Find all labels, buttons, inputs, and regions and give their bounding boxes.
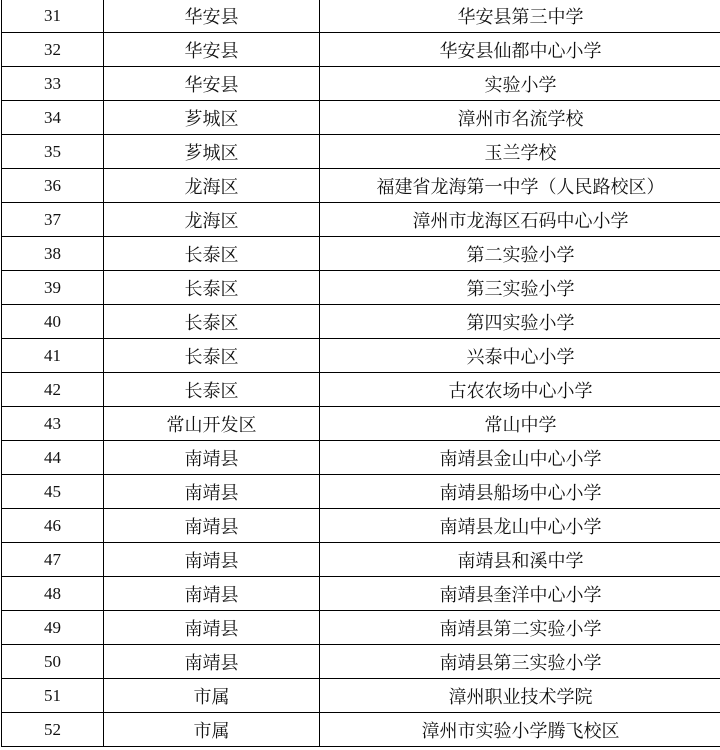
school-name-cell: 第四实验小学 xyxy=(320,305,720,339)
table-row xyxy=(2,203,720,237)
school-name-cell: 南靖县第三实验小学 xyxy=(320,645,720,679)
school-name-cell: 华安县仙都中心小学 xyxy=(320,33,720,67)
district-cell: 华安县 xyxy=(104,67,320,101)
row-number-cell: 49 xyxy=(2,611,104,645)
row-number-cell: 52 xyxy=(2,713,104,747)
district-cell: 市属 xyxy=(104,713,320,747)
school-name-cell: 漳州市名流学校 xyxy=(320,101,720,135)
row-number-cell: 46 xyxy=(2,509,104,543)
row-number-cell: 51 xyxy=(2,679,104,713)
school-name-cell: 玉兰学校 xyxy=(320,135,720,169)
table-row xyxy=(2,475,720,509)
table-row xyxy=(2,577,720,611)
district-cell: 南靖县 xyxy=(104,577,320,611)
row-number-cell: 45 xyxy=(2,475,104,509)
district-cell: 南靖县 xyxy=(104,645,320,679)
school-name-cell: 实验小学 xyxy=(320,67,720,101)
table-row xyxy=(2,101,720,135)
district-cell: 长泰区 xyxy=(104,339,320,373)
district-cell: 长泰区 xyxy=(104,237,320,271)
table-row xyxy=(2,339,720,373)
row-number-cell: 36 xyxy=(2,169,104,203)
district-cell: 南靖县 xyxy=(104,441,320,475)
table-row xyxy=(2,679,720,713)
district-cell: 龙海区 xyxy=(104,203,320,237)
table-row xyxy=(2,373,720,407)
district-cell: 长泰区 xyxy=(104,271,320,305)
row-number-cell: 38 xyxy=(2,237,104,271)
row-number-cell: 43 xyxy=(2,407,104,441)
table-row xyxy=(2,407,720,441)
row-number-cell: 32 xyxy=(2,33,104,67)
row-number-cell: 33 xyxy=(2,67,104,101)
row-number-cell: 44 xyxy=(2,441,104,475)
table-row xyxy=(2,271,720,305)
school-name-cell: 福建省龙海第一中学（人民路校区） xyxy=(320,169,720,203)
district-cell: 常山开发区 xyxy=(104,407,320,441)
school-name-cell: 漳州市龙海区石码中心小学 xyxy=(320,203,720,237)
school-name-cell: 南靖县龙山中心小学 xyxy=(320,509,720,543)
school-name-cell: 第二实验小学 xyxy=(320,237,720,271)
district-cell: 华安县 xyxy=(104,33,320,67)
row-number-cell: 37 xyxy=(2,203,104,237)
row-number-cell: 39 xyxy=(2,271,104,305)
table-row xyxy=(2,305,720,339)
district-cell: 芗城区 xyxy=(104,101,320,135)
school-name-cell: 常山中学 xyxy=(320,407,720,441)
row-number-cell: 50 xyxy=(2,645,104,679)
table-row xyxy=(2,509,720,543)
district-cell: 长泰区 xyxy=(104,373,320,407)
school-name-cell: 第三实验小学 xyxy=(320,271,720,305)
school-name-cell: 华安县第三中学 xyxy=(320,0,720,33)
school-name-cell: 兴泰中心小学 xyxy=(320,339,720,373)
table-row xyxy=(2,237,720,271)
table-row xyxy=(2,713,720,747)
school-list-table xyxy=(1,0,720,747)
table-row xyxy=(2,611,720,645)
table-row xyxy=(2,33,720,67)
district-cell: 南靖县 xyxy=(104,611,320,645)
school-name-cell: 南靖县和溪中学 xyxy=(320,543,720,577)
table-row xyxy=(2,169,720,203)
school-name-cell: 漳州职业技术学院 xyxy=(320,679,720,713)
table-row xyxy=(2,645,720,679)
school-name-cell: 南靖县金山中心小学 xyxy=(320,441,720,475)
row-number-cell: 48 xyxy=(2,577,104,611)
table-row xyxy=(2,543,720,577)
school-name-cell: 漳州市实验小学腾飞校区 xyxy=(320,713,720,747)
district-cell: 龙海区 xyxy=(104,169,320,203)
school-name-cell: 南靖县第二实验小学 xyxy=(320,611,720,645)
row-number-cell: 47 xyxy=(2,543,104,577)
table-row xyxy=(2,0,720,33)
school-name-cell: 南靖县奎洋中心小学 xyxy=(320,577,720,611)
school-name-cell: 古农农场中心小学 xyxy=(320,373,720,407)
district-cell: 长泰区 xyxy=(104,305,320,339)
district-cell: 南靖县 xyxy=(104,475,320,509)
school-name-cell: 南靖县船场中心小学 xyxy=(320,475,720,509)
table-body xyxy=(2,0,720,747)
row-number-cell: 35 xyxy=(2,135,104,169)
row-number-cell: 42 xyxy=(2,373,104,407)
table-row xyxy=(2,135,720,169)
district-cell: 南靖县 xyxy=(104,509,320,543)
row-number-cell: 34 xyxy=(2,101,104,135)
district-cell: 华安县 xyxy=(104,0,320,33)
row-number-cell: 40 xyxy=(2,305,104,339)
table-row xyxy=(2,441,720,475)
district-cell: 市属 xyxy=(104,679,320,713)
table-row xyxy=(2,67,720,101)
district-cell: 南靖县 xyxy=(104,543,320,577)
district-cell: 芗城区 xyxy=(104,135,320,169)
row-number-cell: 31 xyxy=(2,0,104,33)
row-number-cell: 41 xyxy=(2,339,104,373)
